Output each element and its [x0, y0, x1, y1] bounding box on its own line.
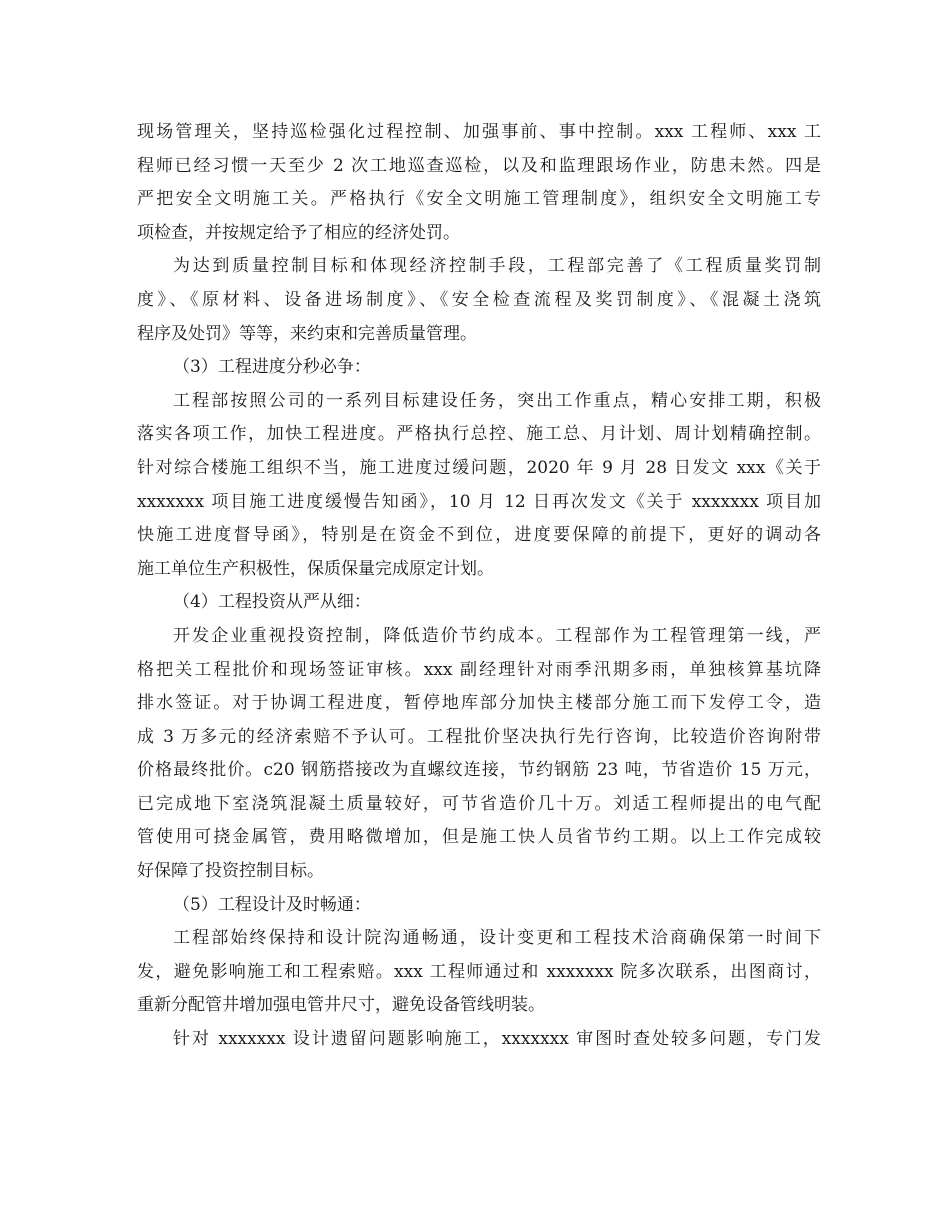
text-line: 施工单位生产积极性，保质保量完成原定计划。	[137, 558, 494, 579]
text-line: 针对 xxxxxxx 设计遗留问题影响施工，xxxxxxx 审图时查处较多问题，专门发	[173, 1029, 821, 1050]
text-line: 价格最终批价。c20 钢筋搭接改为直螺纹连接，节约钢筋 23 吨，节省造价 15 万元，	[137, 760, 821, 781]
text-line: 成 3 万多元的经济索赔不予认可。工程批价坚决执行先行咨询，比较造价咨询附带	[137, 726, 821, 747]
section-heading: （5）工程设计及时畅通：	[173, 894, 371, 915]
text-line: 重新分配管井增加强电管井尺寸，避免设备管线明装。	[137, 995, 545, 1016]
text-line: 管使用可挠金属管，费用略微增加，但是施工快人员省节约工期。以上工作完成较	[137, 827, 821, 848]
text-line: 严把安全文明施工关。严格执行《安全文明施工管理制度》，组织安全文明施工专	[137, 189, 821, 210]
text-line: 工程部始终保持和设计院沟通畅通，设计变更和工程技术洽商确保第一时间下	[173, 928, 821, 949]
document-body	[137, 116, 821, 1057]
text-line: 快施工进度督导函》，特别是在资金不到位，进度要保障的前提下，更好的调动各	[137, 525, 821, 546]
text-line: 现场管理关，坚持巡检强化过程控制、加强事前、事中控制。xxx 工程师、xxx 工	[137, 122, 821, 142]
text-line: 已完成地下室浇筑混凝土质量较好，可节省造价几十万。刘适工程师提出的电气配	[137, 793, 821, 814]
section-heading: （3）工程进度分秒必争：	[173, 357, 371, 378]
text-line: 好保障了投资控制目标。	[137, 861, 324, 882]
text-line: 格把关工程批价和现场签证审核。xxx 副经理针对雨季汛期多雨，单独核算基坑降	[137, 659, 821, 680]
text-line: xxxxxxx 项目施工进度缓慢告知函》，10 月 12 日再次发文《关于 xxxxxxx 项目加	[137, 491, 821, 512]
text-line: 开发企业重视投资控制，降低造价节约成本。工程部作为工程管理第一线，严	[173, 625, 821, 646]
text-line: 发，避免影响施工和工程索赔。xxx 工程师通过和 xxxxxxx 院多次联系，出图商讨，	[137, 961, 821, 982]
text-line: 程师已经习惯一天至少 2 次工地巡查巡检，以及和监理跟场作业，防患未然。四是	[137, 155, 821, 176]
text-line: 落实各项工作，加快工程进度。严格执行总控、施工总、月计划、周计划精确控制。	[137, 424, 821, 445]
text-line: 工程部按照公司的一系列目标建设任务，突出工作重点，精心安排工期，积极	[173, 390, 821, 411]
text-line: 针对综合楼施工组织不当，施工进度过缓问题，2020 年 9 月 28 日发文 xxx《关于	[137, 457, 821, 478]
text-line: 为达到质量控制目标和体现经济控制手段，工程部完善了《工程质量奖罚制	[173, 256, 821, 277]
text-line: 项检查，并按规定给予了相应的经济处罚。	[137, 222, 460, 243]
section-heading: （4）工程投资从严从细：	[173, 592, 371, 613]
text-line: 程序及处罚》等等，来约束和完善质量管理。	[137, 323, 477, 344]
text-line: 度》、《原材料、设备进场制度》、《安全检查流程及奖罚制度》、《混凝土浇筑	[137, 289, 821, 310]
text-line: 排水签证。对于协调工程进度，暂停地库部分加快主楼部分施工而下发停工令，造	[137, 693, 821, 714]
